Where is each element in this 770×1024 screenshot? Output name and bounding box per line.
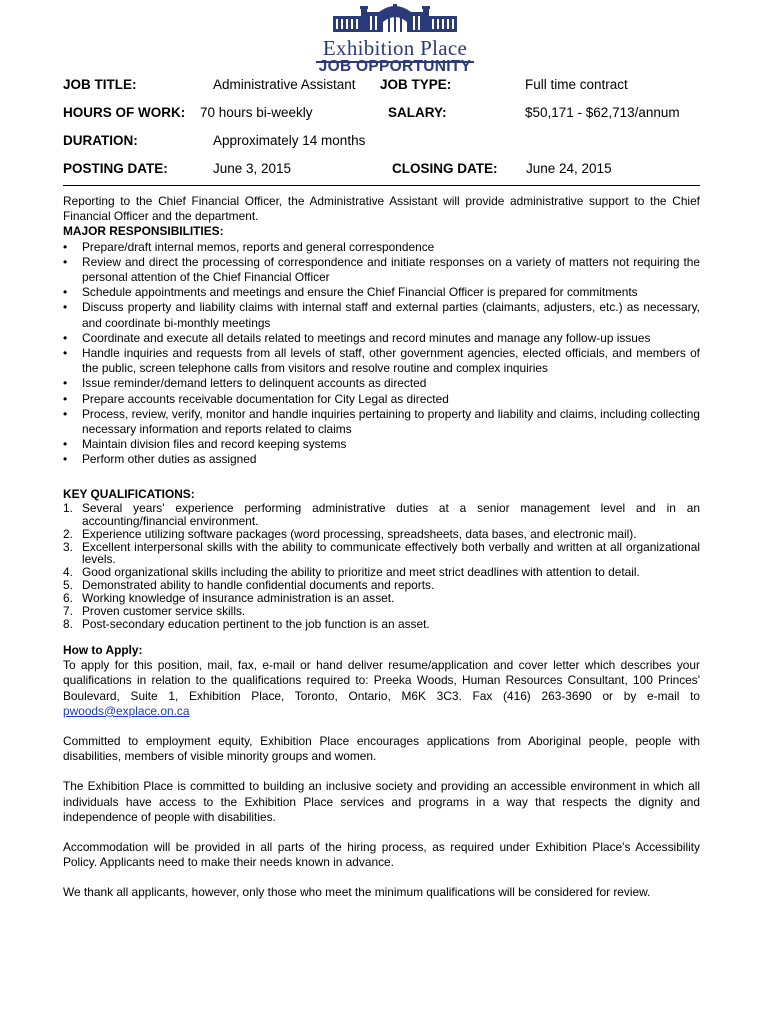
responsibility-text: Schedule appointments and meetings and ensure the Chief Financial Officer is prepared for commitments — [82, 285, 638, 300]
exhibition-building-icon — [331, 4, 459, 34]
qualifications-heading: KEY QUALIFICATIONS: — [63, 486, 195, 501]
responsibility-item — [63, 331, 700, 346]
bullet-icon: • — [63, 452, 68, 467]
intro-paragraph: Reporting to the Chief Financial Officer, the Administrative Assistant will provide administrative support to the Chief Financial Officer and the department. — [63, 194, 700, 224]
info-row-dates — [63, 157, 703, 185]
responsibility-item — [63, 285, 700, 300]
bullet-icon: • — [63, 406, 68, 421]
responsibility-text: Prepare accounts receivable documentation for City Legal as directed — [82, 391, 449, 406]
responsibilities-heading: MAJOR RESPONSIBILITIES: — [63, 224, 224, 239]
job-title-label: JOB TITLE: — [63, 77, 137, 92]
qualification-text: Proven customer service skills. — [82, 604, 246, 619]
hours-value: 70 hours bi-weekly — [200, 105, 313, 120]
qualifications-list — [63, 502, 700, 631]
closing-date-value: June 24, 2015 — [526, 161, 612, 176]
bullet-icon: • — [63, 437, 68, 452]
bullet-icon: • — [63, 346, 68, 361]
bullet-icon: • — [63, 254, 68, 269]
posting-date-label: POSTING DATE: — [63, 161, 168, 176]
responsibility-text: Discuss property and liability claims with internal staff and external parties (claimants, adjusters, etc.) as necessary, and coordinate bi-monthly meetings — [82, 300, 700, 330]
responsibility-item — [63, 240, 700, 255]
qualification-number: 2. — [63, 526, 73, 541]
qualification-number: 7. — [63, 604, 73, 619]
responsibility-text: Process, review, verify, monitor and handle inquiries pertaining to property and liability and claims, including collecting necessary information and reports related to claims — [82, 406, 700, 437]
responsibility-text: Issue reminder/demand letters to delinquent accounts as directed — [82, 376, 427, 391]
responsibility-item — [63, 452, 700, 467]
responsibility-text: Prepare/draft internal memos, reports and general correspondence — [82, 239, 435, 254]
qualification-number: 3. — [63, 539, 73, 554]
salary-label: SALARY: — [388, 105, 447, 120]
responsibility-item — [63, 407, 700, 437]
posting-body — [63, 194, 700, 901]
responsibility-item — [63, 255, 700, 285]
bullet-icon: • — [63, 300, 68, 315]
qualification-number: 4. — [63, 565, 73, 580]
responsibility-text: Perform other duties as assigned — [82, 452, 257, 467]
job-title-value: Administrative Assistant — [213, 77, 356, 92]
responsibilities-list — [63, 240, 700, 468]
responsibility-text: Maintain division files and record keeping systems — [82, 437, 347, 452]
responsibility-text: Coordinate and execute all details related to meetings and record minutes and manage any follow-up issues — [82, 330, 651, 345]
responsibility-item — [63, 437, 700, 452]
job-info-grid — [63, 73, 703, 185]
qualification-item — [63, 541, 700, 567]
info-row-hours — [63, 101, 703, 129]
qualification-item — [63, 502, 700, 528]
accommodation-paragraph: Accommodation will be provided in all parts of the hiring process, as required under Exhibition Place's Accessibility Policy. Applicants need to make their needs known in advance. — [63, 839, 700, 870]
qualification-text: Excellent interpersonal skills with the ability to communicate effectively both verbally and written at all organizational levels. — [82, 539, 700, 567]
qualification-text: Post-secondary education pertinent to the job function is an asset. — [82, 617, 430, 632]
responsibility-text: Review and direct the processing of correspondence and initiate responses on a variety of matters not requiring the personal attention of the Chief Financial Officer — [82, 254, 700, 285]
responsibility-item — [63, 346, 700, 376]
duration-value: Approximately 14 months — [213, 133, 366, 148]
apply-text: To apply for this position, mail, fax, e-mail or hand deliver resume/application and cover letter which describes your qualifications in relation to the qualifications required to: Preeka Woods, Human Resources Consultant, 100 Princes' Boulevard, Suite 1, Exhibition Place, Toronto, Ontario, M6K 3C3. Fax (416) 263-3690 or by e-mail to — [63, 658, 700, 703]
qualification-text: Good organizational skills including the ability to prioritize and meet strict deadlines with attention to detail. — [82, 565, 640, 580]
header-divider — [63, 185, 700, 186]
closing-date-label: CLOSING DATE: — [392, 161, 498, 176]
responsibility-item — [63, 392, 700, 407]
apply-heading: How to Apply: — [63, 642, 143, 657]
org-name: Exhibition Place — [322, 36, 468, 60]
bullet-icon: • — [63, 239, 68, 254]
posting-date-value: June 3, 2015 — [213, 161, 292, 176]
bullet-icon: • — [63, 376, 68, 391]
page-heading: JOB OPPORTUNITY — [318, 58, 472, 75]
qualification-text: Working knowledge of insurance administration is an asset. — [82, 591, 395, 606]
duration-label: DURATION: — [63, 133, 138, 148]
job-type-label: JOB TYPE: — [380, 77, 452, 92]
info-row-duration — [63, 129, 703, 157]
responsibility-item — [63, 300, 700, 330]
thanks-paragraph: We thank all applicants, however, only those who meet the minimum qualifications will be considered for review. — [63, 885, 651, 900]
bullet-icon: • — [63, 391, 68, 406]
responsibility-item — [63, 376, 700, 391]
qualification-item — [63, 618, 700, 631]
responsibility-text: Handle inquiries and requests from all levels of staff, other government agencies, elected officials, and members of the public, screen telephone calls from visitors and resolve routine and complex inquiries — [82, 346, 700, 376]
qualification-text: Several years' experience performing administrative duties at a senior management level and in an accounting/financial environment. — [82, 500, 700, 528]
job-type-value: Full time contract — [525, 77, 628, 92]
salary-value: $50,171 - $62,713/annum — [525, 105, 680, 120]
qualification-number: 5. — [63, 578, 73, 593]
qualification-text: Experience utilizing software packages (word processing, spreadsheets, data bases, and electronic mail). — [82, 526, 637, 541]
qualification-number: 1. — [63, 500, 73, 515]
qualification-number: 6. — [63, 591, 73, 606]
bullet-icon: • — [63, 330, 68, 345]
qualification-number: 8. — [63, 617, 73, 632]
info-row-title — [63, 73, 703, 101]
apply-paragraph — [63, 658, 700, 719]
equity-paragraph: Committed to employment equity, Exhibition Place encourages applications from Aboriginal people, people with disabilities, members of visible minority groups and women. — [63, 733, 700, 764]
hours-label: HOURS OF WORK: — [63, 105, 186, 120]
email-link[interactable]: pwoods@explace.on.ca — [63, 703, 190, 718]
qualification-text: Demonstrated ability to handle confidential documents and reports. — [82, 578, 435, 593]
bullet-icon: • — [63, 285, 68, 300]
inclusion-paragraph: The Exhibition Place is committed to building an inclusive society and providing an accessible environment in which all individuals have access to the Exhibition Place services and programs in a way that respects the dignity and independence of people with disabilities. — [63, 779, 700, 824]
